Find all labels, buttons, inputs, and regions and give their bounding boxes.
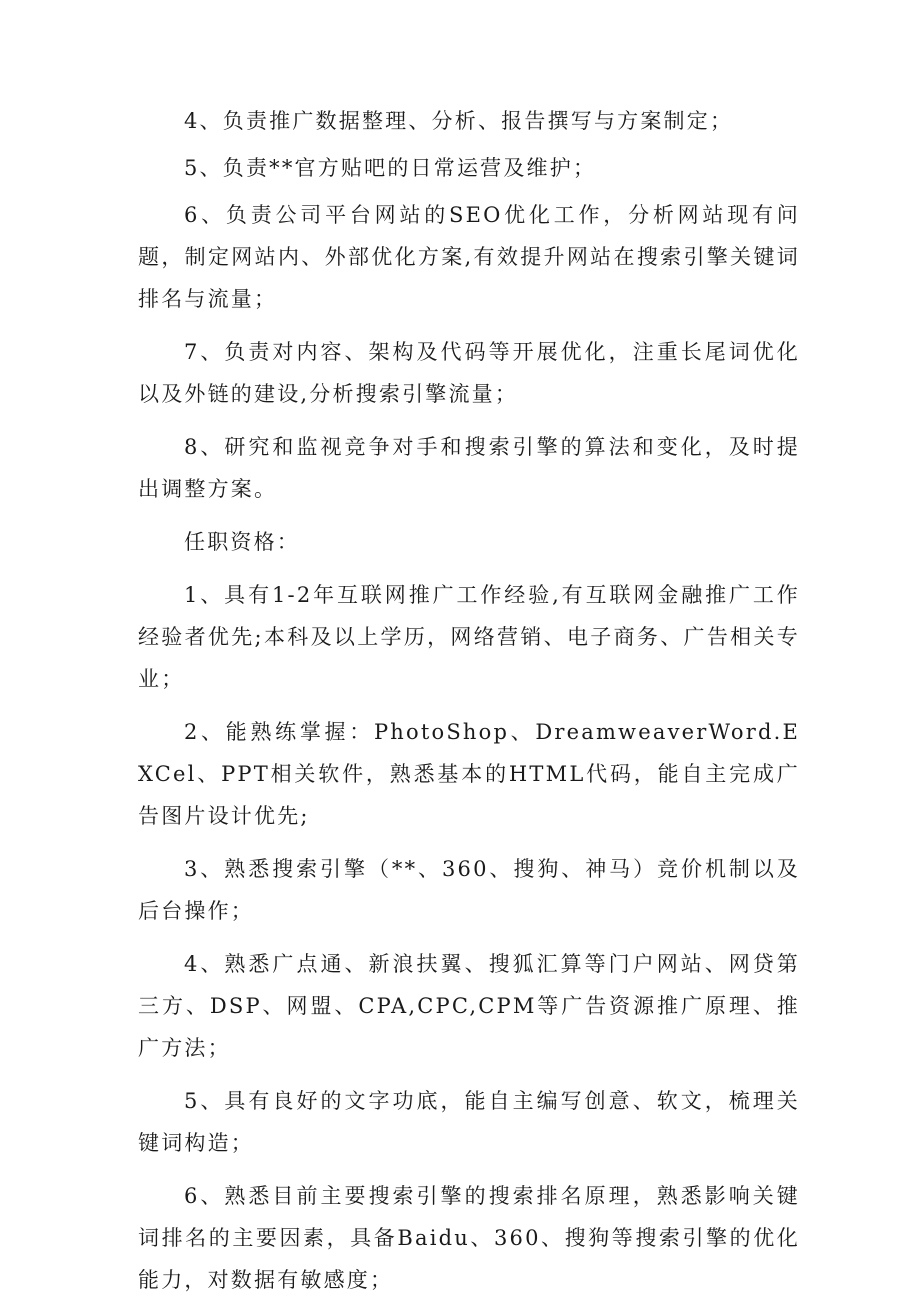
duty-item-4: 4、负责推广数据整理、分析、报告撰写与方案制定；: [184, 109, 734, 133]
qualifications-heading: 任职资格：: [184, 530, 300, 554]
duty-item-7: 7、负责对内容、架构及代码等开展优化，注重长尾词优化以及外链的建设,分析搜索引擎流量；: [138, 340, 800, 406]
duty-item-6: 6、负责公司平台网站的SEO优化工作，分析网站现有问题，制定网站内、外部优化方案,有效提升网站在搜索引擎关键词排名与流量；: [138, 203, 800, 311]
qualification-item-4: 4、熟悉广点通、新浪扶翼、搜狐汇算等门户网站、网贷第三方、DSP、网盟、CPA,CPC,CPM等广告资源推广原理、推广方法；: [138, 952, 800, 1060]
qualification-item-5: 5、具有良好的文字功底，能自主编写创意、软文，梳理关键词构造；: [138, 1089, 800, 1155]
qualification-item-6: 6、熟悉目前主要搜索引擎的搜索排名原理，熟悉影响关键词排名的主要因素，具备Baidu、360、搜狗等搜索引擎的优化能力，对数据有敏感度；: [138, 1184, 800, 1292]
qualification-item-2: 2、能熟练掌握：PhotoShop、DreamweaverWord.EXCel、PPT相关软件，熟悉基本的HTML代码，能自主完成广告图片设计优先;: [138, 720, 800, 828]
qualification-item-1: 1、具有1-2年互联网推广工作经验,有互联网金融推广工作经验者优先;本科及以上学历，网络营销、电子商务、广告相关专业；: [138, 583, 800, 691]
document-page: [138, 100, 800, 1312]
qualification-item-3: 3、熟悉搜索引擎（**、360、搜狗、神马）竞价机制以及后台操作；: [138, 857, 800, 923]
duty-item-8: 8、研究和监视竞争对手和搜索引擎的算法和变化，及时提出调整方案。: [138, 435, 800, 501]
duty-item-5: 5、负责**官方贴吧的日常运营及维护；: [184, 156, 597, 180]
